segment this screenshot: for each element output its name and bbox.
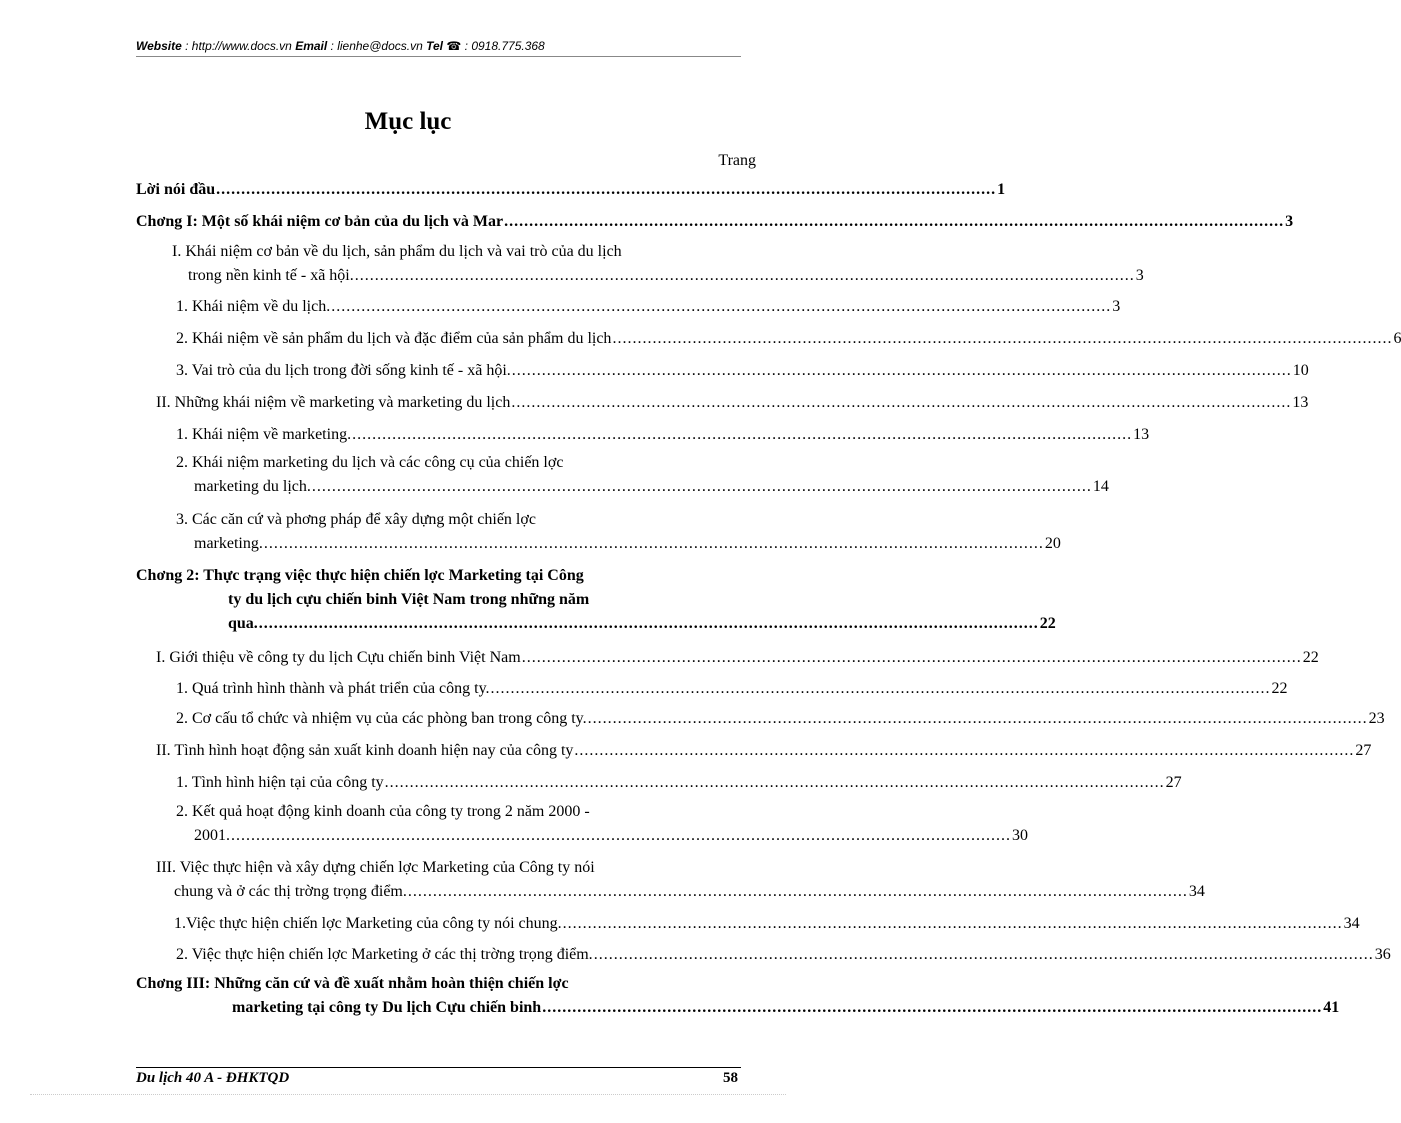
toc-entry-text: I. Giới thiệu về công ty du lịch Cựu chiến binh Việt Nam — [156, 649, 521, 666]
toc-page-number: 34 — [1343, 915, 1360, 932]
toc-page-number: 27 — [1165, 774, 1182, 791]
toc-entry-line: ty du lịch cựu chiến binh Việt Nam trong những năm — [228, 591, 590, 608]
toc-leader-dots: ............................................................................................................................................................ — [490, 680, 1271, 697]
page-bottom-border — [30, 1094, 786, 1095]
toc-entry-text: marketing. — [194, 535, 263, 552]
toc-entry-line: I. Khái niệm cơ bản về du lịch, sản phẩm du lịch và vai trò của du lịch — [172, 243, 622, 260]
toc-leader-dots: ............................................................................................................................................................ — [407, 883, 1188, 900]
toc-entry-2-I-1[interactable] — [176, 677, 1288, 701]
toc-page-number: 22 — [1039, 615, 1056, 632]
toc-page-number: 20 — [1044, 535, 1061, 552]
toc-page-number: 10 — [1292, 362, 1309, 379]
toc-entry-text: 2. Việc thực hiện chiến lợc Marketing ở các thị trờng trọng điểm. — [176, 946, 593, 963]
page-title: Mục lục — [364, 108, 452, 135]
toc-entry-2-I-2[interactable] — [176, 707, 1385, 731]
toc-entry-text: chung và ở các thị trờng trọng điểm. — [174, 883, 407, 900]
toc-page-number: 3 — [1135, 267, 1144, 284]
toc-entry-line: III. Việc thực hiện và xây dựng chiến lợc Marketing của Công ty nói — [156, 859, 595, 876]
toc-page-number: 3 — [1112, 298, 1121, 315]
toc-page-number: 14 — [1092, 478, 1109, 495]
toc-entry-text: Lời nói đầu — [136, 181, 216, 198]
header-rule — [136, 56, 741, 57]
toc-entry-1-II-3[interactable] — [176, 508, 1061, 556]
toc-page-number: 22 — [1302, 649, 1319, 666]
toc-entry-2-II-2[interactable] — [176, 800, 1028, 848]
toc-entry-text: marketing tại công ty Du lịch Cựu chiến binh — [232, 999, 542, 1016]
toc-entry-line: 2. Kết quả hoạt động kinh doanh của công ty trong 2 năm 2000 - — [176, 803, 590, 820]
toc-entry-text: 2001. — [194, 827, 230, 844]
toc-entry-1-I-1[interactable] — [176, 295, 1121, 319]
toc-leader-dots: ............................................................................................................................................................ — [587, 710, 1368, 727]
toc-page-number: 41 — [1323, 999, 1340, 1016]
toc-entry-text: 3. Vai trò của du lịch trong đời sống kinh tế - xã hội. — [176, 362, 511, 379]
toc-page-number: 36 — [1374, 946, 1391, 963]
toc-entry-line: 2. Khái niệm marketing du lịch và các công cụ của chiến lợc — [176, 454, 564, 471]
toc-leader-dots: ............................................................................................................................................................ — [511, 394, 1292, 411]
toc-leader-dots: ............................................................................................................................................................ — [352, 426, 1133, 443]
tel-label: Tel — [426, 39, 444, 53]
toc-entry-text: Chơng I: Một số khái niệm cơ bản của du lịch và Mar — [136, 213, 504, 230]
toc-entry-line: Chơng III: Những căn cứ và đề xuất nhằm hoàn thiện chiến lợc — [136, 975, 569, 992]
toc-leader-dots: ............................................................................................................................................................ — [216, 181, 997, 198]
page-header — [136, 39, 741, 53]
toc-page-number: 13 — [1133, 426, 1150, 443]
toc-leader-dots: ............................................................................................................................................................ — [511, 362, 1292, 379]
toc-entry-chapter-2[interactable] — [136, 564, 1056, 636]
toc-entry-2-I[interactable] — [156, 646, 1319, 670]
toc-entry-text: II. Những khái niệm về marketing và marketing du lịch — [156, 394, 511, 411]
toc-entry-text: marketing du lịch. — [194, 478, 311, 495]
toc-leader-dots: ............................................................................................................................................................ — [562, 915, 1343, 932]
toc-page-number: 13 — [1292, 394, 1309, 411]
toc-leader-dots: ............................................................................................................................................................ — [258, 615, 1039, 632]
toc-leader-dots: ............................................................................................................................................................ — [231, 827, 1011, 844]
toc-page-number: 34 — [1188, 883, 1205, 900]
toc-entry-line: 3. Các căn cứ và phơng pháp để xây dựng một chiến lợc — [176, 511, 536, 528]
toc-leader-dots: ............................................................................................................................................................ — [263, 535, 1044, 552]
toc-entry-text: qua. — [228, 615, 258, 632]
toc-entry-1-I-3[interactable] — [176, 359, 1309, 383]
toc-entry-text: 2. Cơ cấu tổ chức và nhiệm vụ của các phòng ban trong công ty. — [176, 710, 587, 727]
toc-entry-1-II-2[interactable] — [176, 451, 1109, 499]
toc-entry-text: 2. Khái niệm về sản phẩm du lịch và đặc điểm của sản phẩm du lịch — [176, 330, 612, 347]
toc-page-number: 1 — [997, 181, 1006, 198]
toc-entry-text: 1.Việc thực hiện chiến lợc Marketing của công ty nói chung. — [174, 915, 562, 932]
toc-entry-chapter-1[interactable] — [136, 210, 1294, 234]
toc-entry-1-II[interactable] — [156, 391, 1309, 415]
toc-page-number: 22 — [1271, 680, 1288, 697]
toc-entry-text: 1. Khái niệm về du lịch. — [176, 298, 331, 315]
toc-page-number: 3 — [1285, 213, 1294, 230]
toc-entry-1-I[interactable] — [172, 240, 1144, 288]
toc-entry-text: 1. Tình hình hiện tại của công ty — [176, 774, 384, 791]
toc-leader-dots: ............................................................................................................................................................ — [331, 298, 1112, 315]
toc-entry-chapter-3[interactable] — [136, 972, 1340, 1020]
website-url[interactable]: : http://www.docs.vn — [181, 39, 296, 53]
toc-leader-dots: ............................................................................................................................................................ — [504, 213, 1285, 230]
toc-entry-2-II-1[interactable] — [176, 771, 1182, 795]
toc-leader-dots: ............................................................................................................................................................ — [521, 649, 1302, 666]
toc-entry-text: II. Tình hình hoạt động sản xuất kinh doanh hiện nay của công ty — [156, 742, 574, 759]
toc-entry-text: 1. Quá trình hình thành và phát triển của công ty. — [176, 680, 490, 697]
toc-entry-2-III-2[interactable] — [176, 943, 1391, 967]
toc-entry-text: trong nền kinh tế - xã hội. — [188, 267, 354, 284]
toc-page-number: 6 — [1393, 330, 1401, 347]
toc-entry-line: Chơng 2: Thực trạng việc thực hiện chiến lợc Marketing tại Công — [136, 567, 584, 584]
toc-page-number: 23 — [1368, 710, 1385, 727]
toc-leader-dots: ............................................................................................................................................................ — [612, 330, 1393, 347]
toc-leader-dots: ............................................................................................................................................................ — [384, 774, 1165, 791]
toc-leader-dots: ............................................................................................................................................................ — [354, 267, 1135, 284]
phone-icon: ☎ — [446, 39, 462, 53]
page-column-label: Trang — [718, 152, 756, 169]
email-address[interactable]: : lienhe@docs.vn — [327, 39, 427, 53]
toc-entry-2-III-1[interactable] — [174, 912, 1360, 936]
toc-page-number: 27 — [1355, 742, 1372, 759]
toc-page-number: 30 — [1012, 827, 1028, 844]
toc-entry-text: 1. Khái niệm về marketing. — [176, 426, 352, 443]
toc-entry-2-II[interactable] — [156, 739, 1372, 763]
footer-page-number: 58 — [723, 1070, 738, 1086]
toc-leader-dots: ............................................................................................................................................................ — [593, 946, 1374, 963]
toc-entry-2-III[interactable] — [156, 856, 1205, 904]
website-label: Website — [136, 39, 182, 53]
toc-entry-1-II-1[interactable] — [176, 423, 1150, 447]
email-label: Email — [295, 39, 328, 53]
toc-entry-preface[interactable] — [136, 178, 1006, 202]
footer-rule — [136, 1067, 741, 1068]
toc-leader-dots: ............................................................................................................................................................ — [574, 742, 1355, 759]
toc-leader-dots: ............................................................................................................................................................ — [311, 478, 1092, 495]
tel-number: : 0918.775.368 — [461, 39, 545, 53]
toc-entry-1-I-2[interactable] — [176, 327, 1401, 351]
toc-leader-dots: ............................................................................................................................................................ — [542, 999, 1323, 1016]
footer-course-label: Du lịch 40 A - ĐHKTQD — [136, 1070, 290, 1086]
